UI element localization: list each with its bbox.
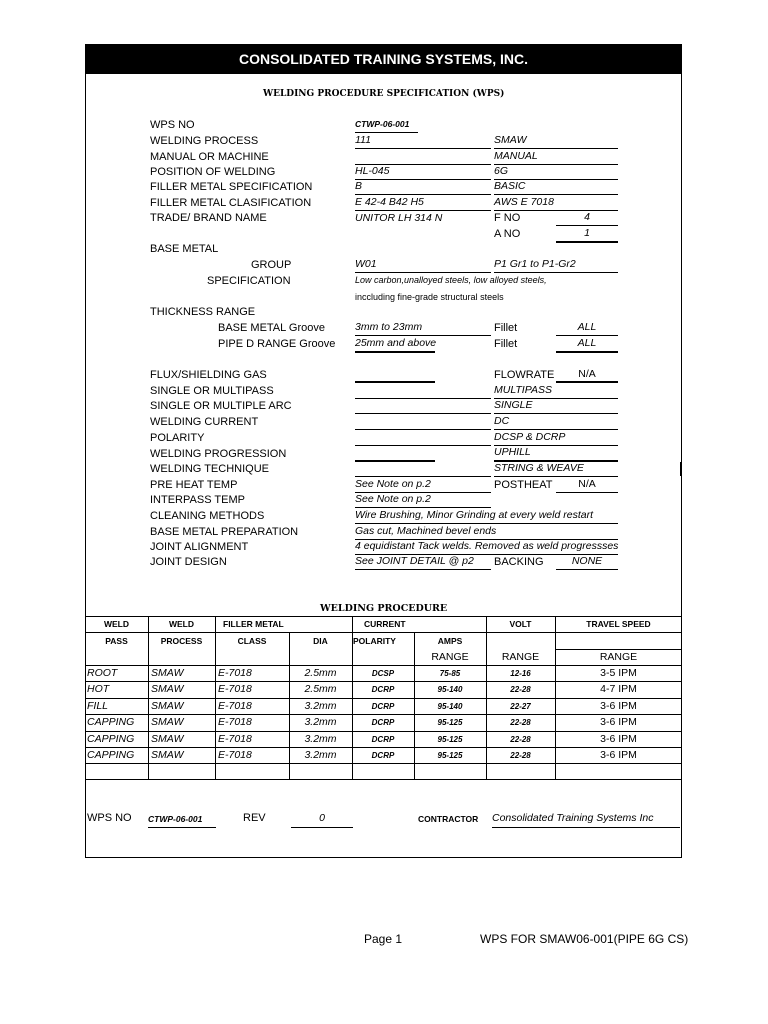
polarity-label: POLARITY <box>150 432 205 444</box>
table-rule <box>85 632 682 633</box>
welding-process-value-2: SMAW <box>494 134 618 149</box>
interpass-value: See Note on p.2 <box>355 493 491 508</box>
pipe-groove-label: PIPE D RANGE Groove <box>218 338 336 350</box>
cell-speed: 3-6 IPM <box>600 716 637 729</box>
header-weld: WELD <box>103 619 130 629</box>
cell-pass: CAPPING <box>87 732 135 745</box>
cell-dia: 3.2mm <box>304 749 337 761</box>
cell-speed: 3-6 IPM <box>600 699 637 712</box>
cell-polarity: DCRP <box>371 734 395 744</box>
edge-tick <box>680 462 682 476</box>
cell-amps: 95-125 <box>437 718 463 728</box>
cell-pass: CAPPING <box>87 716 135 729</box>
page-number: Page 1 <box>364 932 403 946</box>
preparation-label: BASE METAL PREPARATION <box>150 526 299 538</box>
current-label: WELDING CURRENT <box>150 416 259 428</box>
cell-amps: 95-140 <box>437 685 463 695</box>
multipass-value-2: MULTIPASS <box>494 384 618 399</box>
current-value <box>355 415 491 430</box>
procedure-table <box>85 616 682 779</box>
welding-process-value: 111 <box>355 134 491 149</box>
cell-amps: 75-85 <box>439 669 461 678</box>
preheat-value: See Note on p.2 <box>355 478 491 493</box>
header-current: CURRENT <box>364 619 406 629</box>
preparation-value: Gas cut, Machined bevel ends <box>355 525 618 540</box>
cell-volt: 22-28 <box>510 685 531 695</box>
cleaning-label: CLEANING METHODS <box>150 510 265 522</box>
table-rule <box>85 779 682 780</box>
progression-value-2: UPHILL <box>494 446 618 462</box>
specification-line-2: inccluding fine-grade structural steels <box>355 292 504 302</box>
header-process: PROCESS <box>160 636 203 646</box>
flux-gas-label: FLUX/SHIELDING GAS <box>150 369 267 381</box>
base-fillet-value: ALL <box>556 321 618 336</box>
header-travel-speed: TRAVEL SPEED <box>586 619 651 629</box>
cell-volt: 12-16 <box>510 669 531 678</box>
cell-pass: FILL <box>87 699 109 712</box>
cell-process: SMAW <box>151 699 184 712</box>
header-pass: PASS <box>105 636 128 646</box>
header-polarity: POLARITY <box>353 636 396 646</box>
a-no-label: A NO <box>494 228 521 240</box>
base-fillet-label: Fillet <box>494 322 518 334</box>
pipe-fillet-value: ALL <box>556 337 618 353</box>
cell-polarity: DCRP <box>371 685 395 695</box>
technique-label: WELDING TECHNIQUE <box>150 463 269 475</box>
position-label: POSITION OF WELDING <box>150 166 276 178</box>
flux-gas-value <box>355 368 435 383</box>
cleaning-value: Wire Brushing, Minor Grinding at every weld restart <box>355 509 618 524</box>
document-reference: WPS FOR SMAW06-001(PIPE 6G CS) <box>480 932 689 946</box>
f-no-label: F NO <box>494 212 521 224</box>
table-rule <box>85 714 682 715</box>
cell-amps: 95-125 <box>437 734 463 744</box>
cell-speed: 3-5 IPM <box>600 667 637 679</box>
base-metal-groove-value: 3mm to 23mm <box>355 321 491 336</box>
footer-wps-value: CTWP-06-001 <box>148 812 216 828</box>
group-value: W01 <box>355 258 491 273</box>
pipe-fillet-label: Fillet <box>494 338 518 350</box>
brand-value: UNITOR LH 314 N <box>355 212 443 224</box>
procedure-title: WELDING PROCEDURE <box>320 603 448 614</box>
filler-spec-value-2: BASIC <box>494 180 618 195</box>
cell-class: E-7018 <box>218 732 252 745</box>
filler-class-value: E 42-4 B42 H5 <box>355 196 491 211</box>
postheat-label: POSTHEAT <box>494 479 553 491</box>
design-label: JOINT DESIGN <box>150 556 227 568</box>
multipass-label: SINGLE OR MULTIPASS <box>150 385 274 397</box>
cell-volt: 22-27 <box>510 701 531 711</box>
footer-rev-value: 0 <box>291 812 353 828</box>
cell-pass: CAPPING <box>87 749 135 761</box>
f-no-value: 4 <box>556 211 618 226</box>
cell-dia: 2.5mm <box>304 683 337 696</box>
filler-spec-value: B <box>355 180 491 195</box>
table-rule <box>555 649 682 650</box>
multipass-value <box>355 384 491 399</box>
cell-polarity: DCRP <box>371 701 395 711</box>
company-banner <box>85 44 682 74</box>
cell-speed: 3-6 IPM <box>600 749 637 761</box>
cell-process: SMAW <box>151 716 184 729</box>
form-subtitle: WELDING PROCEDURE SPECIFICATION (WPS) <box>263 89 505 99</box>
flowrate-value: N/A <box>556 368 618 383</box>
design-value: See JOINT DETAIL @ p2 <box>355 555 491 570</box>
cell-dia: 3.2mm <box>304 732 337 745</box>
table-rule <box>85 665 682 666</box>
table-rule <box>85 616 682 617</box>
filler-spec-label: FILLER METAL SPECIFICATION <box>150 181 313 193</box>
table-rule <box>85 681 682 682</box>
a-no-value: 1 <box>556 227 618 243</box>
header-filler-metal: FILLER METAL <box>223 619 284 629</box>
header-dia: DIA <box>313 636 328 646</box>
cell-process: SMAW <box>151 749 184 761</box>
header-weld-2: WELD <box>168 619 195 629</box>
cell-process: SMAW <box>151 732 184 745</box>
flowrate-label: FLOWRATE <box>494 369 555 381</box>
backing-label: BACKING <box>494 556 544 568</box>
cell-pass: ROOT <box>87 667 118 679</box>
header-class: CLASS <box>237 636 267 646</box>
interpass-label: INTERPASS TEMP <box>150 494 245 506</box>
polarity-value-2: DCSP & DCRP <box>494 431 618 446</box>
header-volt: VOLT <box>509 619 532 629</box>
welding-process-label: WELDING PROCESS <box>150 135 259 147</box>
table-rule <box>85 747 682 748</box>
alignment-label: JOINT ALIGNMENT <box>150 541 249 553</box>
cell-class: E-7018 <box>218 716 252 729</box>
cell-amps: 95-125 <box>437 751 463 760</box>
cell-dia: 3.2mm <box>304 716 337 729</box>
cell-speed: 3-6 IPM <box>600 732 637 745</box>
cell-pass: HOT <box>87 683 110 696</box>
thickness-label: THICKNESS RANGE <box>150 306 256 318</box>
header-amps-range: RANGE <box>431 651 469 663</box>
backing-value: NONE <box>556 555 618 570</box>
filler-class-value-2: AWS E 7018 <box>494 196 618 211</box>
technique-value <box>355 462 491 477</box>
wps-no-label: WPS NO <box>150 119 195 131</box>
cell-polarity: DCSP <box>371 669 395 678</box>
cell-process: SMAW <box>151 683 184 696</box>
current-value-2: DC <box>494 415 618 430</box>
preheat-label: PRE HEAT TEMP <box>150 479 238 491</box>
table-rule <box>85 763 682 764</box>
header-amps: AMPS <box>437 636 463 646</box>
footer-contractor-label: CONTRACTOR <box>418 814 479 824</box>
cell-class: E-7018 <box>218 699 252 712</box>
base-metal-groove-label: BASE METAL Groove <box>218 322 325 334</box>
cell-dia: 3.2mm <box>304 699 337 712</box>
manual-machine-label: MANUAL OR MACHINE <box>150 151 269 163</box>
progression-label: WELDING PROGRESSION <box>150 448 287 460</box>
base-metal-label: BASE METAL <box>150 243 219 255</box>
footer-wps-label: WPS NO <box>87 812 132 824</box>
header-volt-range: RANGE <box>501 651 540 663</box>
group-label: GROUP <box>251 259 292 271</box>
multiple-arc-value <box>355 399 491 414</box>
cell-class: E-7018 <box>218 749 252 761</box>
cell-volt: 22-28 <box>510 734 531 744</box>
cell-polarity: DCRP <box>371 751 395 760</box>
cell-process: SMAW <box>151 667 184 679</box>
header-speed-range: RANGE <box>599 651 638 663</box>
group-value-2: P1 Gr1 to P1-Gr2 <box>494 258 618 273</box>
manual-machine-value <box>355 150 491 165</box>
position-value: HL-045 <box>355 165 491 180</box>
specification-line-1: Low carbon,unalloyed steels, low alloyed steels, <box>355 275 547 285</box>
cell-class: E-7018 <box>218 683 252 696</box>
company-name: CONSOLIDATED TRAINING SYSTEMS, INC. <box>238 51 529 67</box>
cell-volt: 22-28 <box>510 718 531 728</box>
polarity-value <box>355 431 491 446</box>
pipe-groove-value: 25mm and above <box>355 337 435 353</box>
position-value-2: 6G <box>494 165 618 180</box>
footer-contractor-value: Consolidated Training Systems Inc <box>492 812 680 828</box>
cell-dia: 2.5mm <box>304 667 337 679</box>
multiple-arc-label: SINGLE OR MULTIPLE ARC <box>150 400 292 412</box>
cell-amps: 95-140 <box>437 701 463 711</box>
wps-no-value: CTWP-06-001 <box>355 119 418 133</box>
cell-polarity: DCRP <box>371 718 395 728</box>
alignment-value: 4 equidistant Tack welds. Removed as weld progressses <box>355 540 618 555</box>
specification-label: SPECIFICATION <box>207 275 291 287</box>
cell-volt: 22-28 <box>510 751 531 760</box>
progression-value <box>355 446 435 462</box>
postheat-value: N/A <box>556 478 618 493</box>
cell-speed: 4-7 IPM <box>600 683 637 696</box>
brand-label: TRADE/ BRAND NAME <box>150 212 267 224</box>
filler-class-label: FILLER METAL CLASIFICATION <box>150 197 312 209</box>
footer-rev-label: REV <box>243 812 266 824</box>
cell-class: E-7018 <box>218 667 252 679</box>
multiple-arc-value-2: SINGLE <box>494 399 618 414</box>
manual-machine-value-2: MANUAL <box>494 150 618 165</box>
technique-value-2: STRING & WEAVE <box>494 462 618 477</box>
